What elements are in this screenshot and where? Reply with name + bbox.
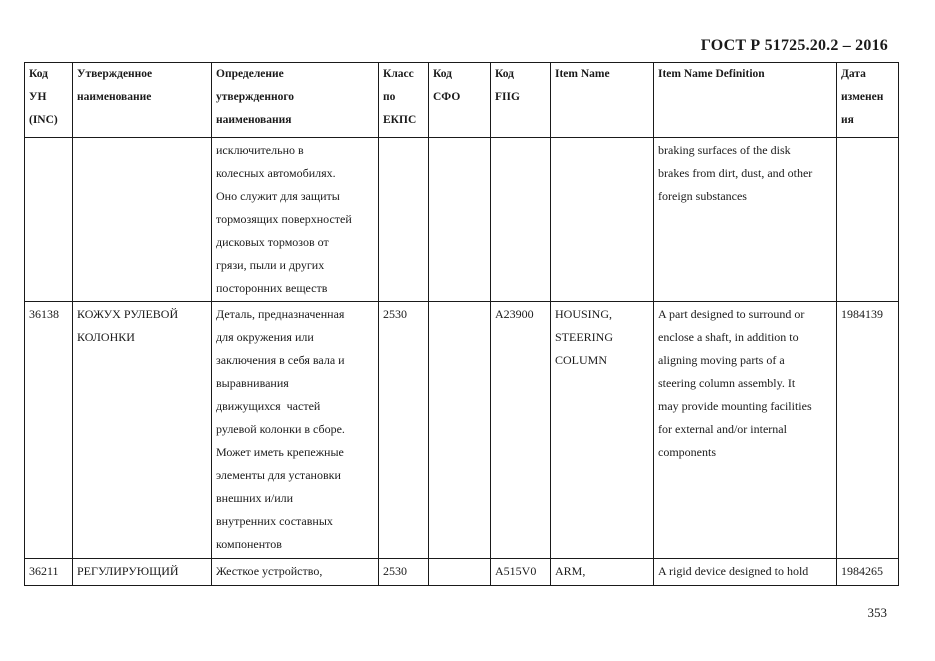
header-ekps-class: Класс по ЕКПС: [379, 63, 429, 138]
cell-ekps-class: 2530: [379, 559, 429, 586]
table-row: [25, 559, 899, 586]
cell-change-date: 1984139: [837, 302, 899, 559]
header-item-name-definition: Item Name Definition: [654, 63, 837, 138]
cell-definition: исключительно в колесных автомобилях. Оно служит для защиты тормозящих поверхностей дисковых тормозов от грязи, пыли и других посторонних веществ: [212, 138, 379, 302]
cell-fiig-code: A515V0: [491, 559, 551, 586]
header-item-name: Item Name: [551, 63, 654, 138]
cell-inc-code: 36211: [25, 559, 73, 586]
cell-change-date: [837, 138, 899, 302]
page-number: 353: [867, 605, 887, 620]
cell-item-name-definition: braking surfaces of the disk brakes from dirt, dust, and other foreign substances: [654, 138, 837, 302]
cell-ekps-class: 2530: [379, 302, 429, 559]
cell-definition: Жесткое устройство,: [212, 559, 379, 586]
header-approved-name: Утвержденное наименование: [73, 63, 212, 138]
cell-item-name: ARM,: [551, 559, 654, 586]
cell-approved-name: РЕГУЛИРУЮЩИЙ: [73, 559, 212, 586]
cell-inc-code: [25, 138, 73, 302]
cell-inc-code: 36138: [25, 302, 73, 559]
cell-sfo-code: [429, 559, 491, 586]
cell-sfo-code: [429, 138, 491, 302]
header-sfo-code: Код СФО: [429, 63, 491, 138]
cell-sfo-code: [429, 302, 491, 559]
cell-definition: Деталь, предназначенная для окружения или заключения в себя вала и выравнивания движущихся частей рулевой колонки в сборе. Может иметь крепежные элементы для установки внешних и/или внутренних составных компонентов: [212, 302, 379, 559]
header-definition: Определение утвержденного наименования: [212, 63, 379, 138]
cell-approved-name: [73, 138, 212, 302]
document-title: ГОСТ Р 51725.20.2 – 2016: [700, 37, 888, 54]
cell-item-name-definition: A part designed to surround or enclose a shaft, in addition to aligning moving parts of a steering column assembly. It may provide mounting facilities for external and/or internal components: [654, 302, 837, 559]
catalog-table: [24, 62, 899, 586]
table-header-row: [25, 63, 899, 138]
header-inc-code: Код УН (INC): [25, 63, 73, 138]
cell-item-name: HOUSING, STEERING COLUMN: [551, 302, 654, 559]
cell-ekps-class: [379, 138, 429, 302]
cell-item-name: [551, 138, 654, 302]
cell-item-name-definition: A rigid device designed to hold: [654, 559, 837, 586]
cell-change-date: 1984265: [837, 559, 899, 586]
table-row: [25, 302, 899, 559]
table-row: [25, 138, 899, 302]
cell-approved-name: КОЖУХ РУЛЕВОЙ КОЛОНКИ: [73, 302, 212, 559]
header-change-date: Дата изменен ия: [837, 63, 899, 138]
cell-fiig-code: [491, 138, 551, 302]
header-fiig-code: Код FIIG: [491, 63, 551, 138]
cell-fiig-code: A23900: [491, 302, 551, 559]
